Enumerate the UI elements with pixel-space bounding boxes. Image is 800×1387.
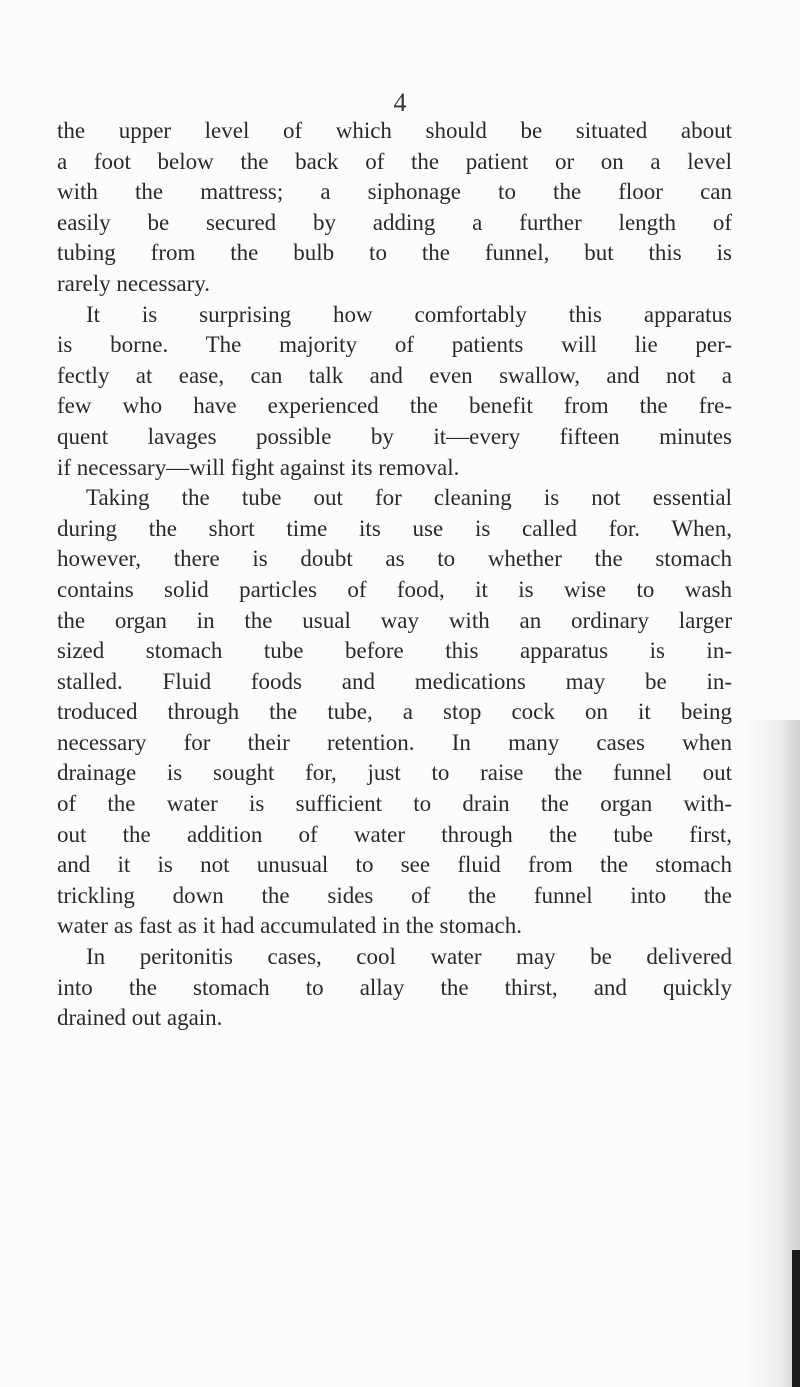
text-line: drainage is sought for, just to raise the funnel out [57, 760, 732, 786]
text-line: rarely necessary. [57, 270, 211, 296]
text-line: with the mattress; a siphonage to the floor can [57, 179, 732, 205]
page-number: 4 [393, 88, 407, 117]
paragraph-start-line: Taking the tube out for cleaning is not essential [86, 485, 732, 511]
binding-edge [792, 1250, 800, 1387]
text-line: necessary for their retention. In many cases when [57, 729, 732, 755]
text-line: trickling down the sides of the funnel into the [57, 882, 732, 908]
text-line: troduced through the tube, a stop cock on it being [57, 699, 732, 725]
text-line: is borne. The majority of patients will lie per- [57, 332, 732, 358]
text-line: tubing from the bulb to the funnel, but this is [57, 240, 732, 266]
text-line: if necessary—will fight against its removal. [57, 454, 460, 480]
text-line: a foot below the back of the patient or on a level [57, 148, 732, 174]
text-line: during the short time its use is called for. When, [57, 515, 732, 541]
text-line: the organ in the usual way with an ordinary larger [57, 607, 732, 633]
text-line: quent lavages possible by it—every fifteen minutes [57, 423, 732, 449]
paragraph-start-line: It is surprising how comfortably this apparatus [86, 301, 732, 327]
text-line: of the water is sufficient to drain the organ with- [57, 791, 732, 817]
text-line: stalled. Fluid foods and medications may be in- [57, 668, 732, 694]
text-line: the upper level of which should be situated about [57, 118, 732, 143]
text-line: drained out again. [57, 1005, 223, 1031]
text-line: fectly at ease, can talk and even swallow, and not a [57, 362, 732, 388]
text-line: however, there is doubt as to whether the stomach [57, 546, 732, 572]
body-text [57, 116, 732, 1034]
text-line: into the stomach to allay the thirst, and quickly [57, 974, 732, 1000]
text-line: sized stomach tube before this apparatus is in- [57, 638, 732, 664]
text-line: few who have experienced the benefit from the fre- [57, 393, 732, 419]
text-line: easily be secured by adding a further length of [57, 209, 732, 235]
text-line: and it is not unusual to see fluid from the stomach [57, 852, 732, 878]
paragraph-start-line: In peritonitis cases, cool water may be delivered [86, 944, 732, 970]
text-line: contains solid particles of food, it is wise to wash [57, 576, 732, 602]
text-line: out the addition of water through the tube first, [57, 821, 732, 847]
text-line: water as fast as it had accumulated in the stomach. [57, 913, 522, 939]
